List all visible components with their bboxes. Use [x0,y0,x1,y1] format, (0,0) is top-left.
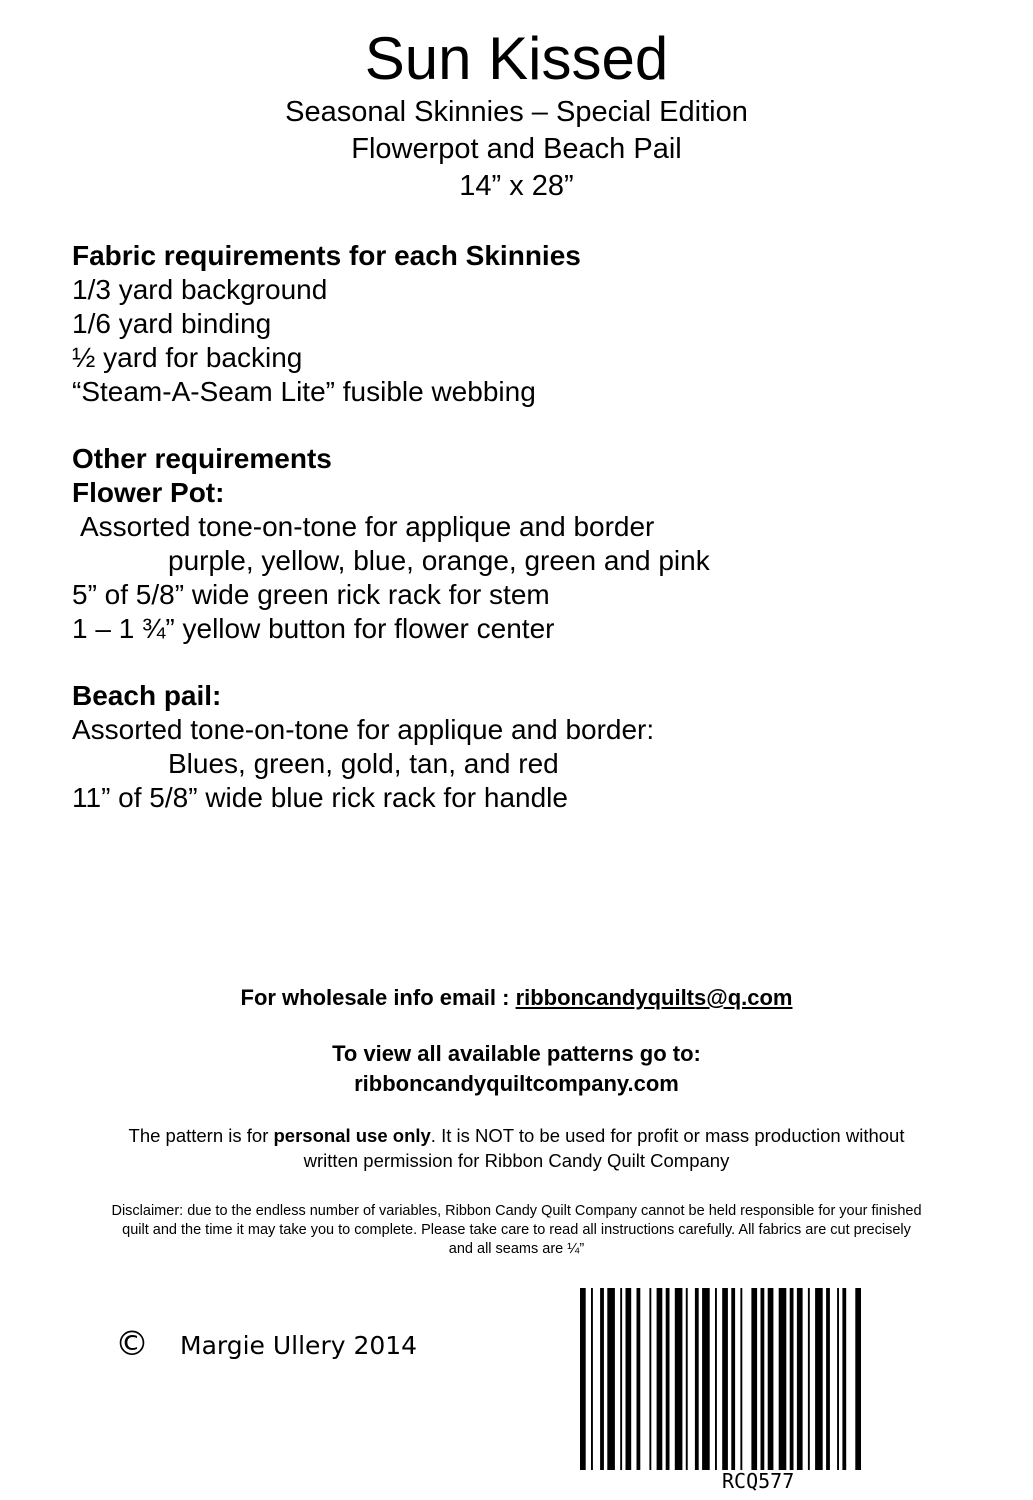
barcode-bar [740,1288,742,1470]
pattern-size: 14” x 28” [459,170,574,202]
barcode-bar [768,1288,774,1470]
disclaimer-line: Disclaimer: due to the endless number of variables, Ribbon Candy Quilt Company cannot be held responsible for your finished [111,1203,922,1219]
barcode-bar [826,1288,830,1470]
barcode-bar [675,1288,683,1470]
barcode-bar [657,1288,663,1470]
wholesale-email-link[interactable]: ribboncandyquilts@q.com [515,985,793,1010]
barcode-bar [761,1288,765,1470]
fabric-item: 1/3 yard background [72,274,328,305]
pattern-subtitle: Seasonal Skinnies – Special Edition [285,96,748,128]
other-heading: Other requirements [72,443,332,474]
fabric-item: 1/6 yard binding [72,308,272,339]
barcode-bar [626,1288,632,1470]
barcode-bar [580,1288,586,1470]
fabric-item: “Steam-A-Seam Lite” fusible webbing [72,376,536,407]
barcode-bar [779,1288,787,1470]
disclaimer-line: and all seams are ¼” [448,1241,585,1257]
barcode-bar [731,1288,735,1470]
barcode-bar [808,1288,810,1470]
beach-pail-line: 11” of 5/8” wide blue rick rack for handle [72,782,568,813]
usage-notice [0,1123,1033,1148]
barcode-bar [649,1288,651,1470]
barcode-bar [837,1288,839,1470]
flower-pot-line: Assorted tone-on-tone for applique and border [80,511,655,542]
pattern-projects: Flowerpot and Beach Pail [351,133,682,165]
fabric-item: ½ yard for backing [72,342,303,373]
wholesale-label: For wholesale info email : [240,985,516,1010]
beach-pail-heading: Beach pail: [72,680,222,711]
usage-notice-text: The pattern is for [128,1125,274,1146]
barcode-bar [797,1288,803,1470]
flower-pot-colors: purple, yellow, blue, orange, green and pink [168,545,710,576]
barcode-bar [620,1288,622,1470]
barcode-text: RCQ577 [722,1469,795,1493]
barcode-bar [600,1288,604,1470]
usage-notice-line2: written permission for Ribbon Candy Quilt Company [303,1150,730,1171]
barcode-bar [855,1288,861,1470]
disclaimer-line: quilt and the time it may take you to complete. Please take care to read all instructions carefully. All fabrics are cut precisely [122,1222,911,1238]
barcode-bar [751,1288,757,1470]
barcode-bar [702,1288,710,1470]
patterns-site-link[interactable]: ribboncandyquiltcompany.com [354,1071,679,1096]
barcode-bar [591,1288,593,1470]
fabric-heading: Fabric requirements for each Skinnies [72,240,581,271]
barcode-bar [695,1288,699,1470]
barcode-bar [842,1288,846,1470]
flower-pot-line: 5” of 5/8” wide green rick rack for stem [72,579,550,610]
barcode-bar [637,1288,641,1470]
barcode-bar [666,1288,670,1470]
copyright-text: Margie Ullery 2014 [180,1331,418,1360]
pattern-title: Sun Kissed [364,25,669,92]
beach-pail-line: Assorted tone-on-tone for applique and border: [72,714,655,745]
barcode-bar [607,1288,615,1470]
flower-pot-heading: Flower Pot: [72,477,225,508]
barcode-bar [686,1288,688,1470]
usage-notice-text: . It is NOT to be used for profit or mass production without [430,1125,905,1146]
barcode [580,1288,945,1470]
copyright-icon: © [115,1324,149,1364]
usage-notice-emphasis: personal use only [273,1125,431,1146]
beach-pail-colors: Blues, green, gold, tan, and red [168,748,559,779]
barcode-bar [722,1288,728,1470]
barcode-bar [815,1288,823,1470]
wholesale-line [0,983,1033,1013]
patterns-label: To view all available patterns go to: [332,1041,701,1066]
flower-pot-line: 1 – 1 ¾” yellow button for flower center [72,613,555,644]
barcode-bar [715,1288,717,1470]
barcode-bar [790,1288,794,1470]
